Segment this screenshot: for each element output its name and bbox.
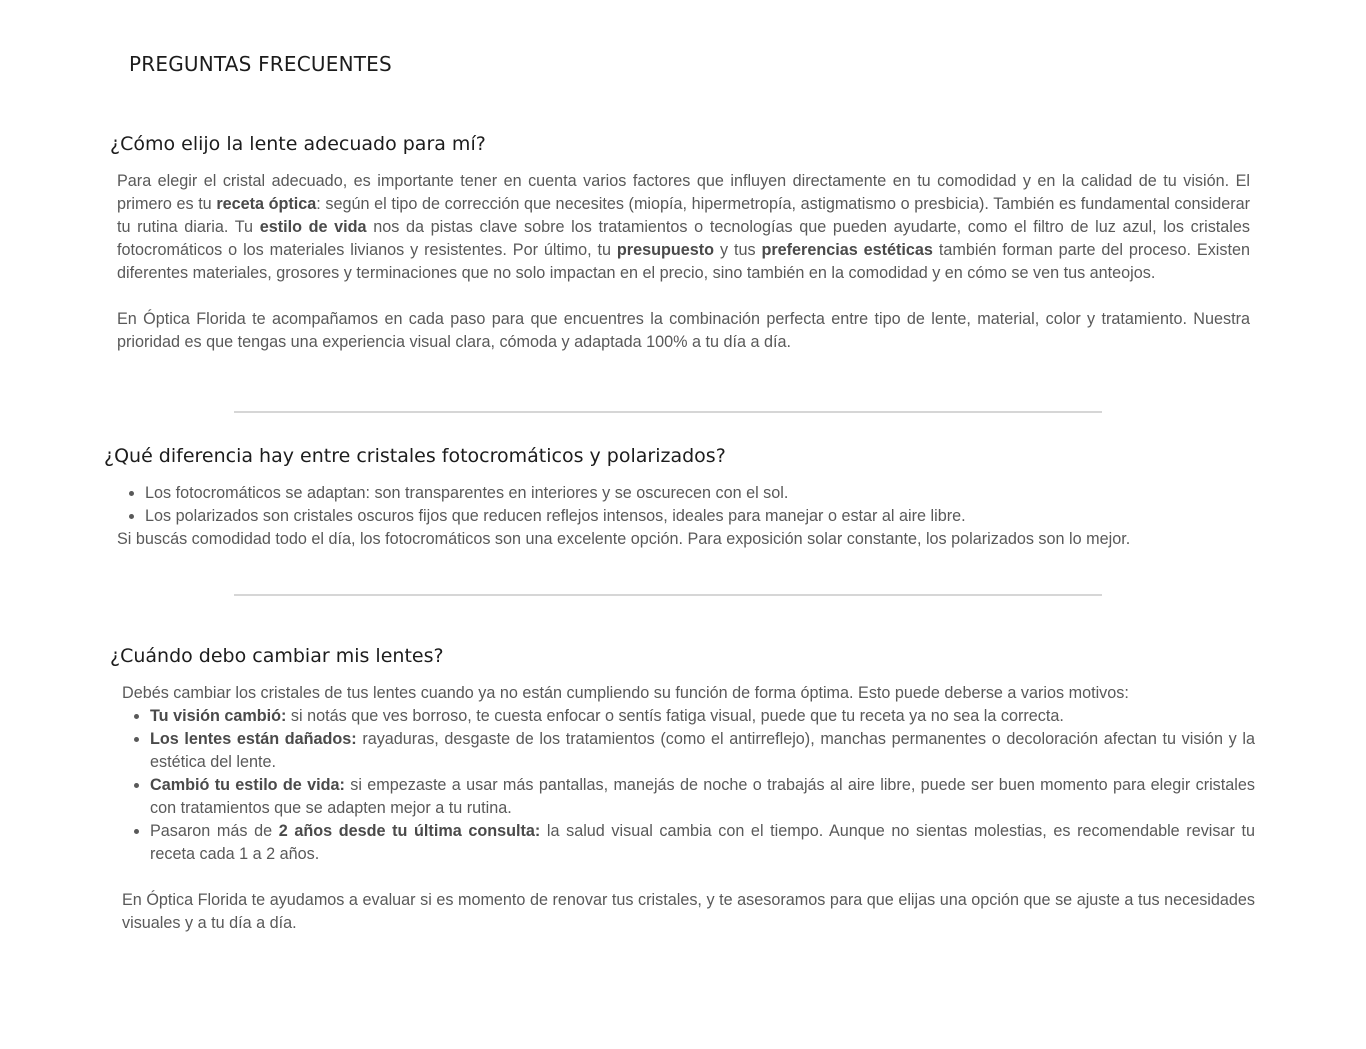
faq-answer-photochromic-vs-polarized: [117, 482, 1250, 551]
section-divider: [234, 411, 1102, 413]
faq-answer-choose-lens: [117, 170, 1250, 354]
list-item: • Cambió tu estilo de vida: si empezaste a usar más pantallas, manejás de noche o trabajás al aire libre, puede ser buen momento para elegir cristales con tratamientos que se adapten mejor a tu rutina.: [150, 774, 1255, 820]
faq-question-photochromic-vs-polarized: ¿Qué diferencia hay entre cristales fotocromáticos y polarizados?: [104, 445, 726, 467]
highlight-budget: presupuesto: [616, 241, 715, 259]
section-divider: [234, 594, 1102, 596]
list-item: • Pasaron más de 2 años desde tu última consulta: la salud visual cambia con el tiempo. Aunque no sientas molestias, es recomendable revisar tu receta cada 1 a 2 años.: [150, 820, 1255, 866]
list-item: • Los polarizados son cristales oscuros fijos que reducen reflejos intensos, ideales para manejar o estar al aire libre.: [145, 505, 1250, 528]
answer-paragraph: En Óptica Florida te acompañamos en cada paso para que encuentres la combinación perfecta entre tipo de lente, material, color y tratamiento. Nuestra prioridad es que tengas una experiencia visual clara, cómoda y adaptada 100% a tu día a día.: [117, 310, 1250, 351]
bullet-list: [117, 482, 1250, 528]
highlight-prescription: receta óptica: [216, 195, 317, 213]
answer-intro: Debés cambiar los cristales de tus lentes cuando ya no están cumpliendo su función de forma óptima. Esto puede deberse a varios motivos:: [122, 684, 1129, 702]
answer-paragraph: Si buscás comodidad todo el día, los fotocromáticos son una excelente opción. Para exposición solar constante, los polarizados son lo mejor.: [117, 530, 1131, 548]
highlight-lifestyle: estilo de vida: [259, 218, 367, 236]
bullet-list: [122, 705, 1255, 866]
answer-outro: En Óptica Florida te ayudamos a evaluar si es momento de renovar tus cristales, y te asesoramos para que elijas una opción que se ajuste a tus necesidades visuales y a tu día a día.: [122, 891, 1255, 932]
faq-question-choose-lens: ¿Cómo elijo la lente adecuado para mí?: [110, 133, 486, 155]
highlight-aesthetic: preferencias estéticas: [761, 241, 933, 259]
list-item: • Los lentes están dañados: rayaduras, desgaste de los tratamientos (como el antirreflejo), manchas permanentes o decoloración afectan tu visión y la estética del lente.: [150, 728, 1255, 774]
answer-paragraph: Para elegir el cristal adecuado, es importante tener en cuenta varios factores que influyen directamente en tu comodidad y en la calidad de tu visión. El primero es tu receta óptica: según el tipo de corrección que necesites (miopía, hipermetropía, astigmatismo o presbicia). También es fundamental considerar tu rutina diaria. Tu estilo de vida nos da pistas clave sobre los tratamientos o tecnologías que pueden ayudarte, como el filtro de luz azul, los cristales fotocromáticos o los materiales livianos y resistentes. Por último, tu presupuesto y tus preferencias estéticas también forman parte del proceso. Existen diferentes materiales, grosores y terminaciones que no solo impactan en el precio, sino también en la comodidad y en cómo se ven tus anteojos.: [117, 172, 1250, 282]
list-item: • Los fotocromáticos se adaptan: son transparentes en interiores y se oscurecen con el sol.: [145, 482, 1250, 505]
list-item: • Tu visión cambió: si notás que ves borroso, te cuesta enfocar o sentís fatiga visual, puede que tu receta ya no sea la correcta.: [150, 705, 1255, 728]
faq-question-when-to-change: ¿Cuándo debo cambiar mis lentes?: [110, 645, 444, 667]
page-title: PREGUNTAS FRECUENTES: [129, 52, 392, 76]
faq-answer-when-to-change: [122, 682, 1255, 935]
